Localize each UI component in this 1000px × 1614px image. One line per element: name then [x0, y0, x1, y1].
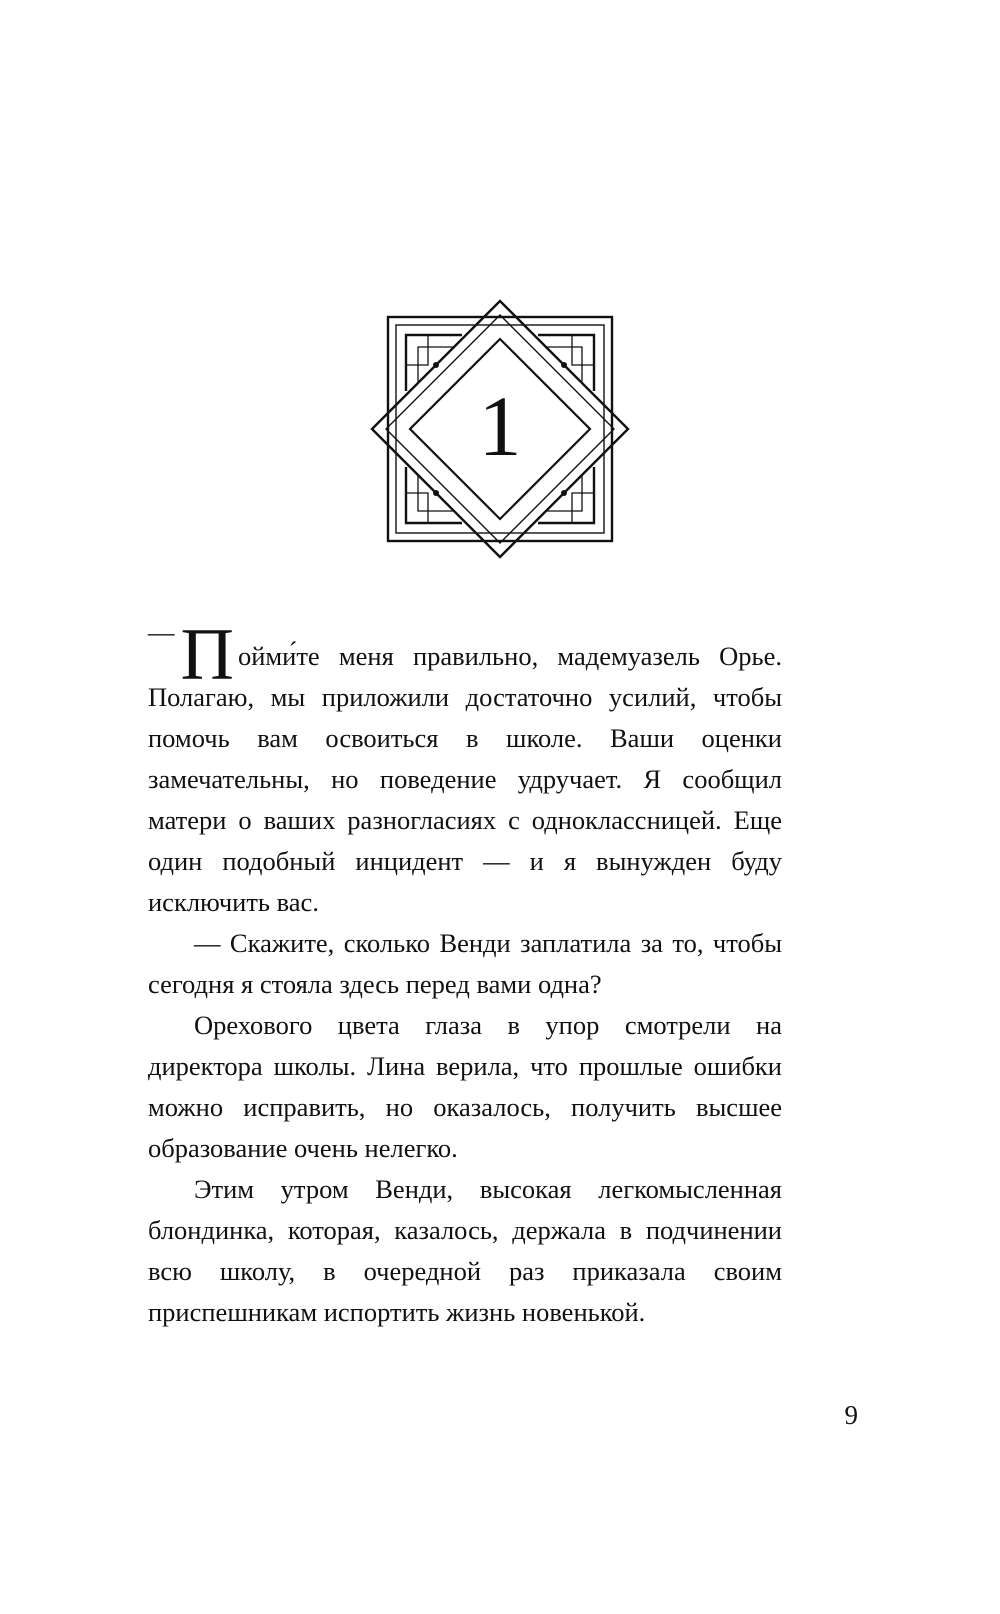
- paragraph-1: [148, 612, 782, 923]
- drop-cap: П: [180, 614, 234, 696]
- paragraph-4: Этим утром Венди, высокая легкомысленная блондинка, которая, казалось, держала в подчинении всю школу, в очередной раз приказала своим приспешникам испортить жизнь новенькой.: [148, 1174, 782, 1327]
- art-deco-diamond-frame-icon: [366, 295, 634, 563]
- body-text: [148, 612, 782, 1333]
- paragraph-1-text: ойми́те меня правильно, мадемуазель Орье. Полагаю, мы приложили достаточно усилий, чтобы помочь вам освоиться в школе. Ваши оценки замечательны, но поведение удручает. Я сообщил матери о ваших разногласиях с одноклассницей. Еще один подобный инцидент — и я вынужден буду исключить вас.: [148, 641, 782, 917]
- chapter-number: 1: [478, 378, 522, 474]
- paragraph-3: Орехового цвета глаза в упор смотрели на директора школы. Лина верила, что прошлые ошибки можно исправить, но оказалось, получить высшее образование очень нелегко.: [148, 1010, 782, 1163]
- paragraph-2: — Скажите, сколько Венди заплатила за то, чтобы сегодня я стояла здесь перед вами одна?: [148, 928, 782, 999]
- em-dash: —: [148, 617, 175, 647]
- chapter-ornament: [0, 295, 1000, 563]
- page-number: 9: [844, 1400, 858, 1430]
